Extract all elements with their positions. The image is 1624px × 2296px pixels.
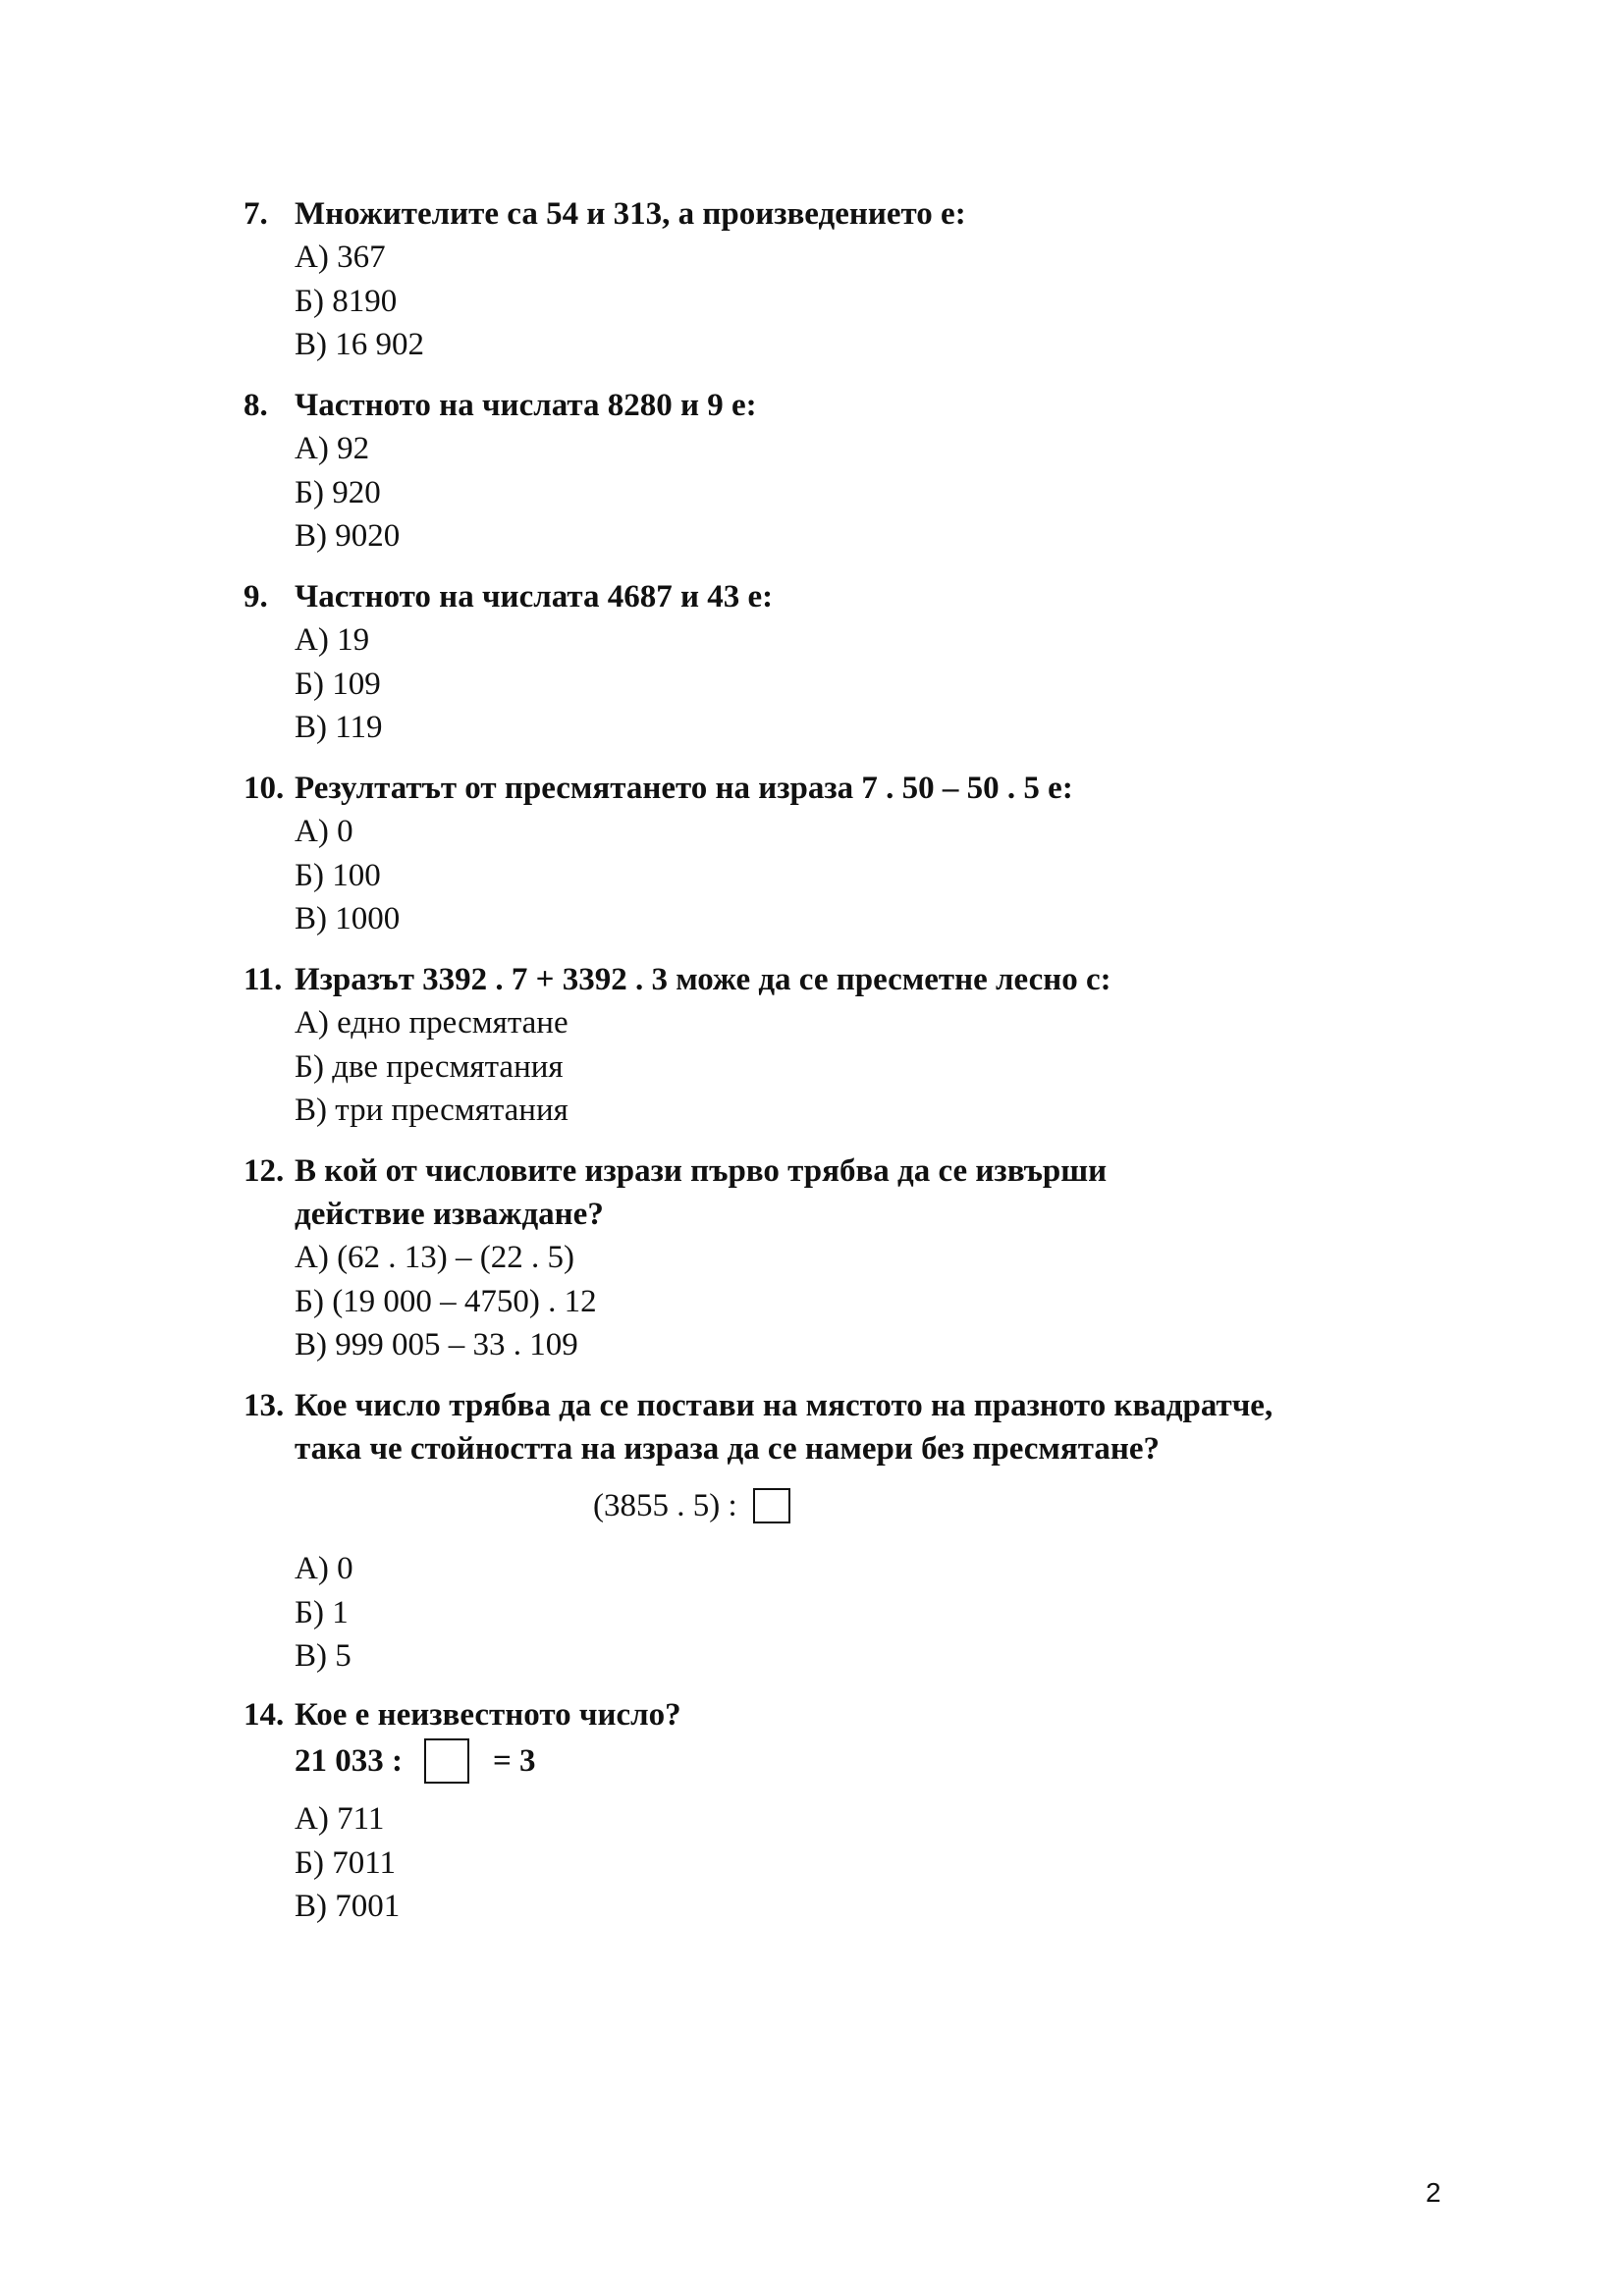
question-text: Частното на числата 4687 и 43 е:	[295, 579, 774, 614]
question-text-line2: действие изваждане?	[295, 1197, 604, 1232]
option-b: Б) две пресмятания	[295, 1048, 564, 1085]
question-text-line2: така че стойността на израза да се намери без пресмятане?	[295, 1431, 1160, 1467]
option-a: А) 0	[295, 1551, 353, 1586]
page-number: 2	[1426, 2177, 1441, 2208]
option-a: А) едно пресмятане	[295, 1005, 568, 1041]
question-13-options	[244, 1547, 1422, 1679]
question-text: Изразът 3392 . 7 + 3392 . 3 може да се пресметне лесно с:	[295, 962, 1111, 997]
option-a: А) 0	[295, 814, 353, 849]
option-c: В) 9020	[295, 518, 401, 554]
option-b: Б) 109	[295, 666, 381, 702]
question-text: В кой от числовите изрази първо трябва да се извърши	[295, 1153, 1108, 1189]
expression-14	[295, 1738, 1422, 1784]
option-c: В) 5	[295, 1638, 352, 1674]
expression-text: (3855 . 5) :	[593, 1488, 737, 1523]
question-14	[244, 1693, 1422, 1929]
question-number: 14.	[244, 1697, 285, 1733]
option-c: В) 7001	[295, 1889, 401, 1924]
option-c: В) 119	[295, 710, 383, 745]
option-b: Б) 920	[295, 474, 381, 510]
question-7	[244, 192, 1422, 367]
question-11	[244, 958, 1422, 1133]
question-number: 10.	[244, 771, 285, 806]
question-text: Множителите са 54 и 313, а произведението е:	[295, 196, 966, 232]
question-text: Частното на числата 8280 и 9 е:	[295, 388, 757, 423]
question-10	[244, 767, 1422, 941]
option-b: Б) 7011	[295, 1844, 396, 1881]
option-b: Б) 1	[295, 1594, 349, 1630]
option-a: А) 92	[295, 431, 370, 466]
question-12	[244, 1149, 1422, 1367]
option-a: А) (62 . 13) – (22 . 5)	[295, 1240, 575, 1275]
question-text: Резултатът от пресмятането на израза 7 . 50 – 50 . 5 е:	[295, 771, 1073, 806]
option-b: Б) 8190	[295, 283, 398, 319]
expression-left: 21 033 :	[295, 1743, 403, 1779]
question-number: 11.	[244, 962, 283, 997]
option-a: А) 19	[295, 622, 370, 658]
option-a: А) 711	[295, 1801, 385, 1837]
question-number: 8.	[244, 388, 268, 423]
expression-13	[593, 1484, 790, 1527]
question-9	[244, 575, 1422, 750]
question-number: 7.	[244, 196, 268, 232]
question-number: 9.	[244, 579, 268, 614]
option-b: Б) (19 000 – 4750) . 12	[295, 1283, 597, 1319]
question-13	[244, 1384, 1422, 1470]
question-number: 12.	[244, 1153, 285, 1189]
option-c: В) три пресмятания	[295, 1093, 568, 1128]
empty-square-box	[424, 1738, 469, 1784]
option-b: Б) 100	[295, 857, 381, 893]
option-c: В) 999 005 – 33 . 109	[295, 1327, 578, 1362]
option-c: В) 16 902	[295, 327, 424, 362]
empty-square-box	[753, 1488, 790, 1523]
question-text: Кое е неизвестното число?	[295, 1697, 681, 1733]
question-text: Кое число трябва да се постави на мястото на празното квадратче,	[295, 1388, 1273, 1423]
question-8	[244, 384, 1422, 559]
question-number: 13.	[244, 1388, 285, 1423]
expression-right: = 3	[493, 1743, 536, 1779]
option-c: В) 1000	[295, 901, 401, 936]
option-a: А) 367	[295, 240, 386, 275]
